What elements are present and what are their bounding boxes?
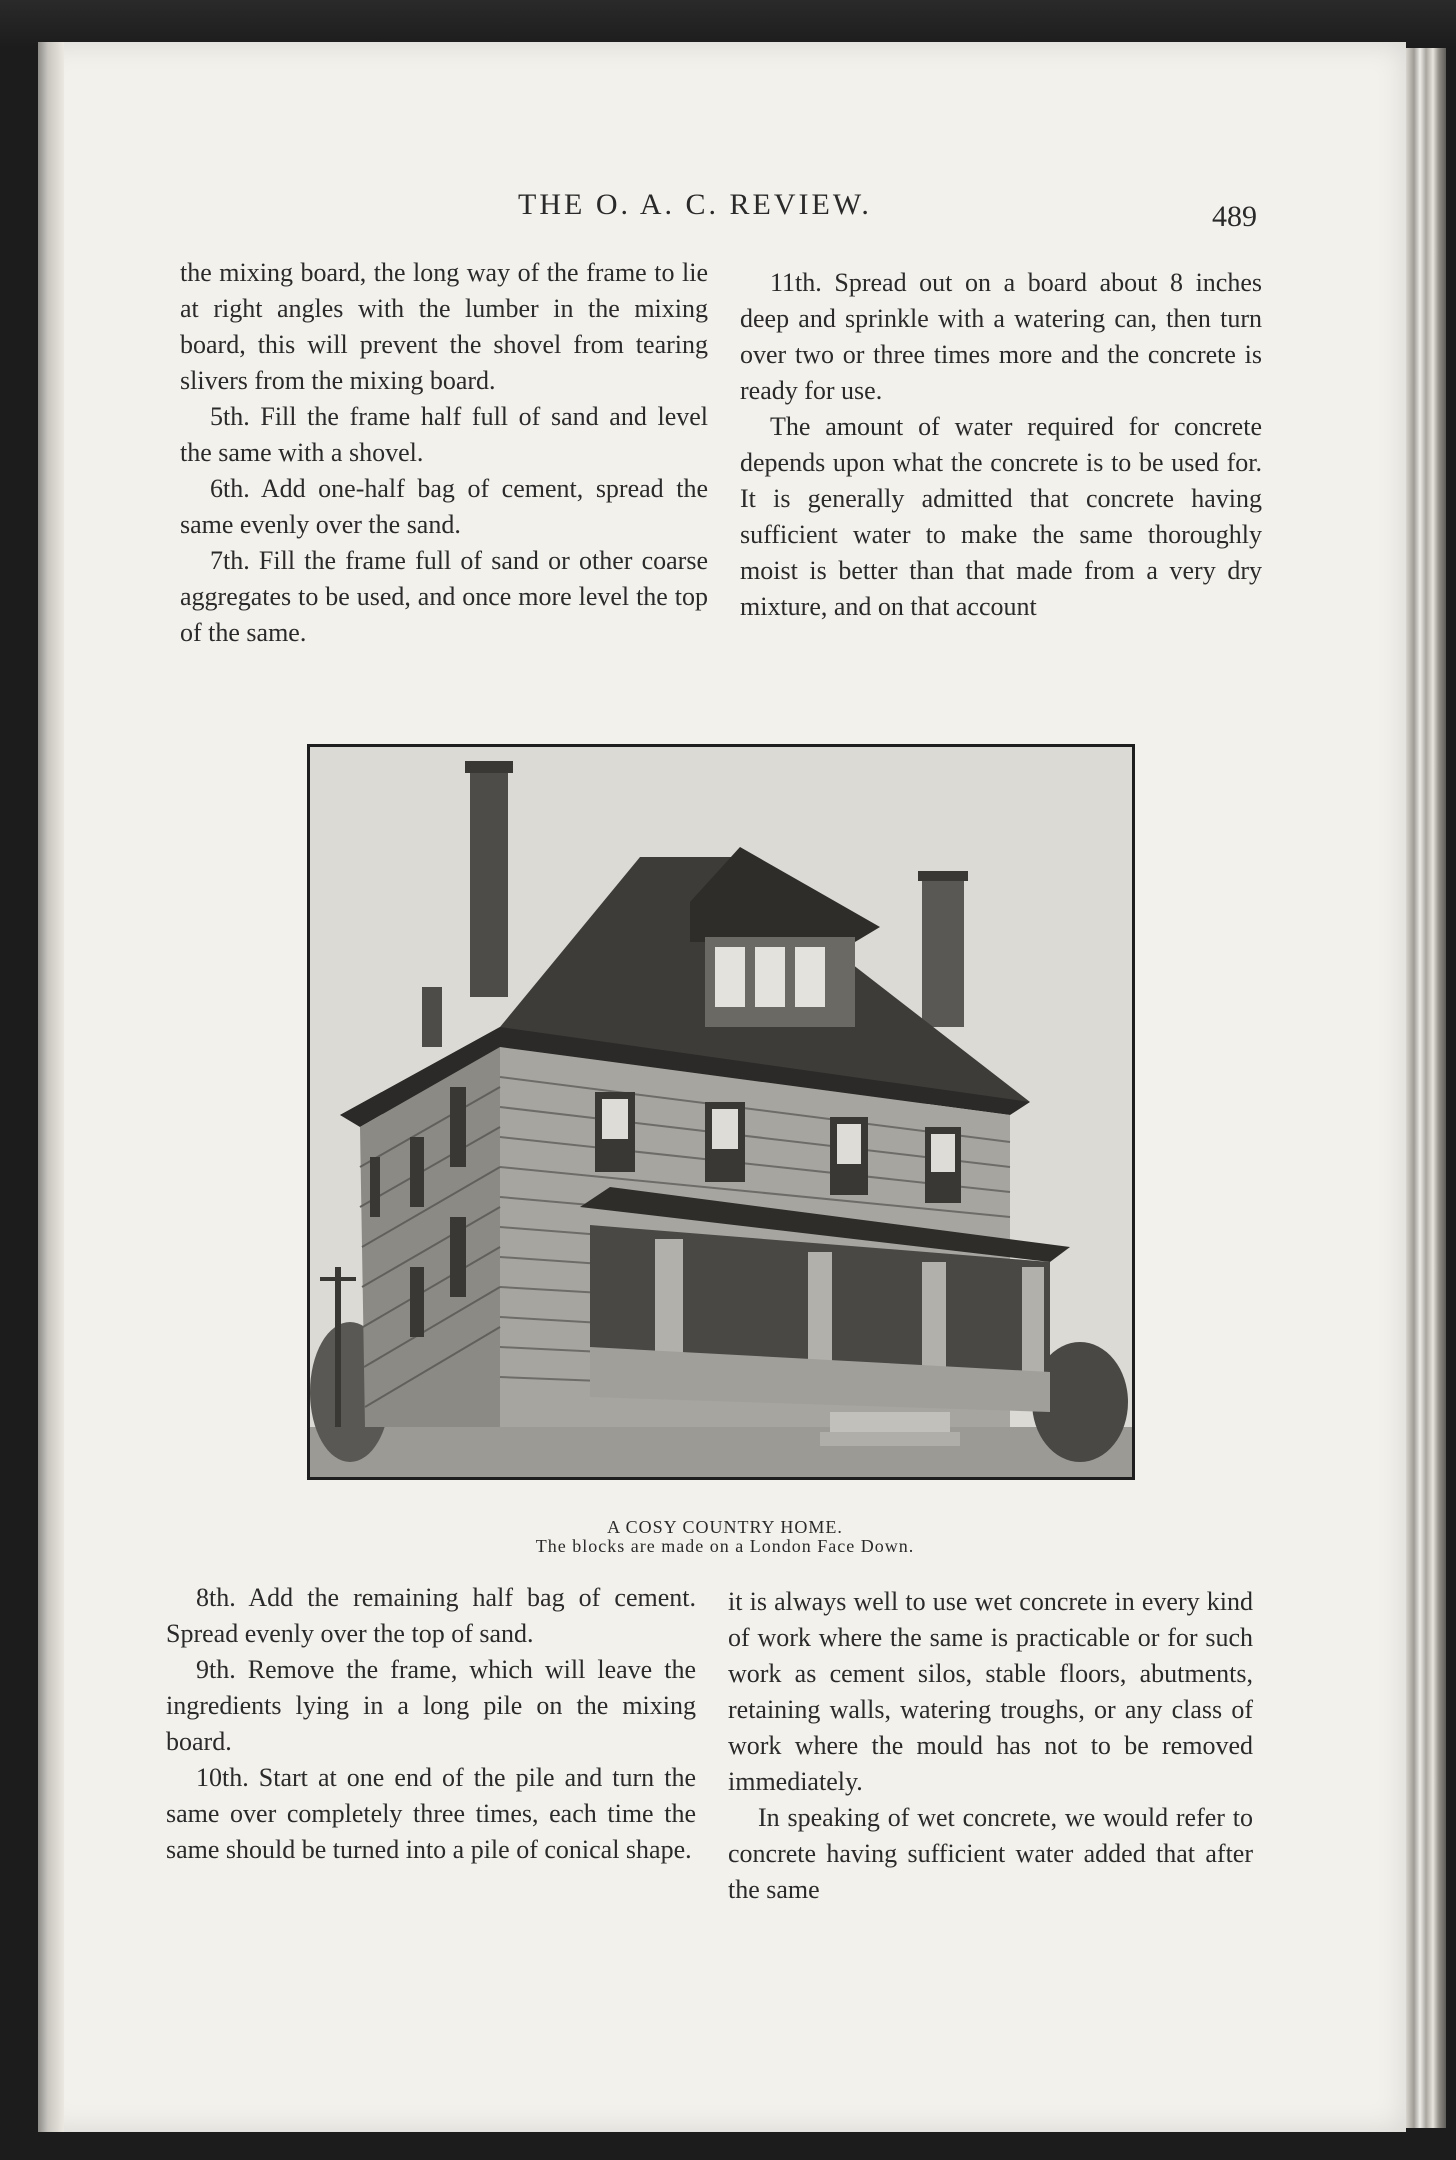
paragraph: 6th. Add one-half bag of cement, spread the same evenly over the sand.: [180, 474, 708, 539]
page-number: 489: [1212, 200, 1257, 233]
running-title: THE O. A. C. REVIEW.: [518, 188, 872, 221]
page-gutter: [38, 42, 64, 2132]
page-edges: [1406, 48, 1446, 2128]
column-bottom-right: [728, 1584, 1253, 1908]
paragraph: it is always well to use wet concrete in every kind of work where the same is practicable or for such work as cement silos, stable floors, abutments, retaining walls, watering troughs, or any class of work where the mould has not to be removed immediately.: [728, 1587, 1253, 1796]
paragraph: In speaking of wet concrete, we would refer to concrete having sufficient water added that after the same: [728, 1803, 1253, 1904]
paragraph: 10th. Start at one end of the pile and turn the same over completely three times, each time the same should be turned into a pile of conical shape.: [166, 1763, 696, 1864]
caption-title: A COSY COUNTRY HOME.: [607, 1517, 843, 1537]
paragraph: The amount of water required for concrete depends upon what the concrete is to be used for. It is generally admitted that concrete having sufficient water to make the same thoroughly moist is better than that made from a very dry mixture, and on that account: [740, 412, 1262, 621]
paragraph: 8th. Add the remaining half bag of cement. Spread evenly over the top of sand.: [166, 1583, 696, 1648]
column-bottom-left: [166, 1580, 696, 1868]
caption-subtitle: The blocks are made on a London Face Down.: [535, 1536, 915, 1556]
figure-caption: [400, 1518, 1050, 1556]
column-top-left: [180, 255, 708, 651]
paragraph: the mixing board, the long way of the frame to lie at right angles with the lumber in the mixing board, this will prevent the shovel from tearing slivers from the mixing board.: [180, 258, 708, 395]
paragraph: 11th. Spread out on a board about 8 inches deep and sprinkle with a watering can, then turn over two or three times more and the concrete is ready for use.: [740, 268, 1262, 405]
paragraph: 7th. Fill the frame full of sand or other coarse aggregates to be used, and once more level the top of the same.: [180, 546, 708, 647]
house-illustration: [310, 747, 1132, 1477]
paragraph: 5th. Fill the frame half full of sand and level the same with a shovel.: [180, 402, 708, 467]
column-top-right: [740, 265, 1262, 625]
house-photograph: [307, 744, 1135, 1480]
paragraph: 9th. Remove the frame, which will leave the ingredients lying in a long pile on the mixing board.: [166, 1655, 696, 1756]
